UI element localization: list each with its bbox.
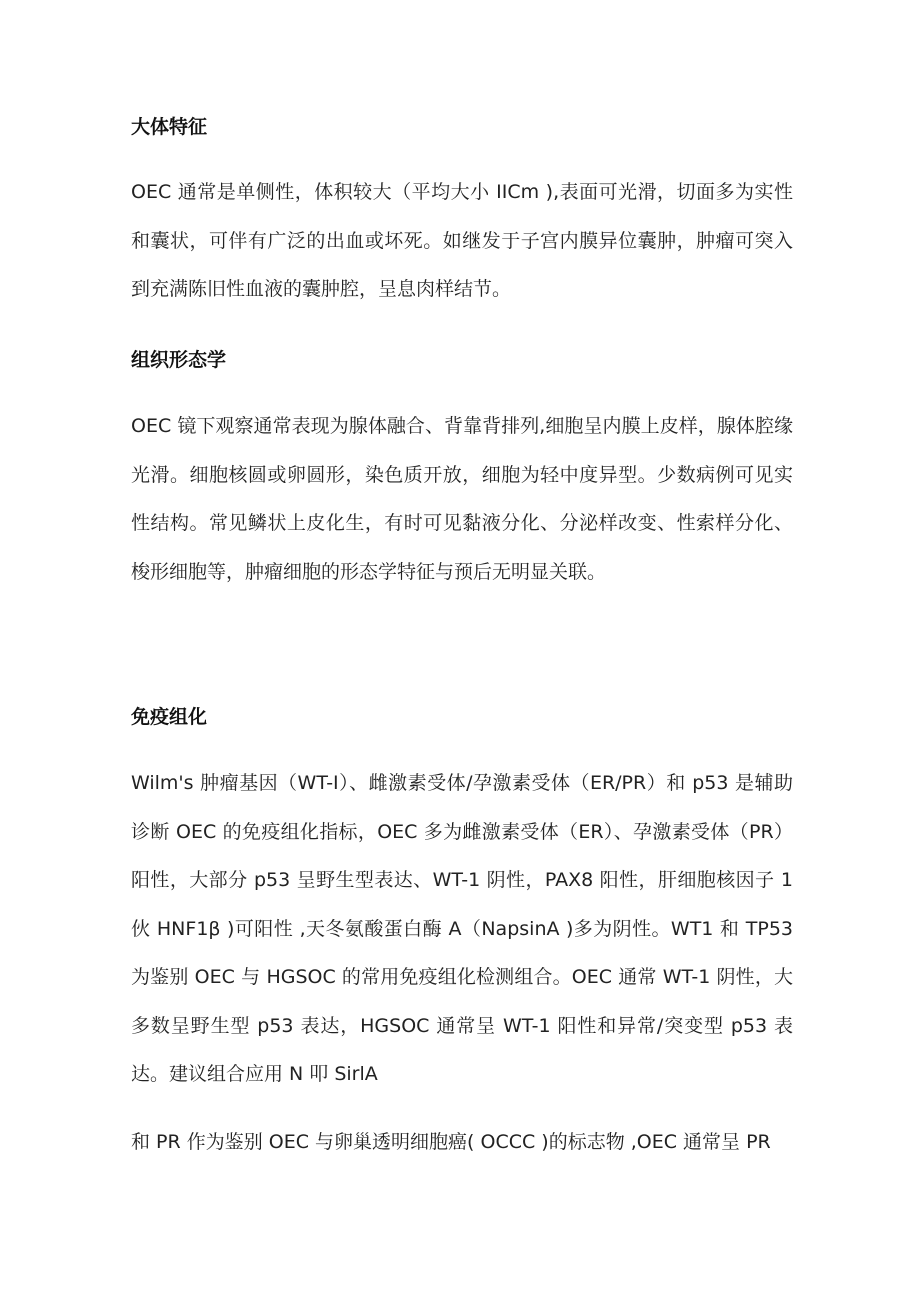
section-heading-histomorphology: 组织形态学 xyxy=(131,349,227,371)
paragraph-gross-features: OEC 通常是单侧性，体积较大（平均大小 IICm ),表面可光滑，切面多为实性和囊状，可伴有广泛的出血或坏死。如继发于子宫内膜异位囊肿，肿瘤可突入到充满陈旧性血液的囊肿腔，呈息肉样结节。 xyxy=(131,181,793,300)
section-heading-immunohistochemistry: 免疫组化 xyxy=(131,706,208,728)
paragraph-immunohistochemistry-continuation: 和 PR 作为鉴别 OEC 与卵巢透明细胞癌( OCCC )的标志物 ,OEC 通常呈 PR xyxy=(131,1131,771,1153)
section-heading-gross-features: 大体特征 xyxy=(131,116,208,138)
paragraph-immunohistochemistry: Wilm's 肿瘤基因（WT-I）、雌激素受体/孕激素受体（ER/PR）和 p53 是辅助诊断 OEC 的免疫组化指标，OEC 多为雌激素受体（ER）、孕激素受体（PR）阳性，大部分 p53 呈野生型表达、WT-1 阴性，PAX8 阳性，肝细胞核因子 1 伙 HNF1β )可阳性 ,天冬氨酸蛋白酶 A（NapsinA )多为阴性。WT1 和 TP53 为鉴别 OEC 与 HGSOC 的常用免疫组化检测组合。OEC 通常 WT-1 阴性，大多数呈野生型 p53 表达，HGSOC 通常呈 WT-1 阳性和异常/突变型 p53 表达。建议组合应用 N 叩 SirlA xyxy=(131,772,793,1085)
paragraph-histomorphology: OEC 镜下观察通常表现为腺体融合、背靠背排列,细胞呈内膜上皮样，腺体腔缘光滑。细胞核圆或卵圆形，染色质开放，细胞为轻中度异型。少数病例可见实性结构。常见鳞状上皮化生，有时可见黏液分化、分泌样改变、性索样分化、梭形细胞等，肿瘤细胞的形态学特征与预后无明显关联。 xyxy=(131,415,793,583)
